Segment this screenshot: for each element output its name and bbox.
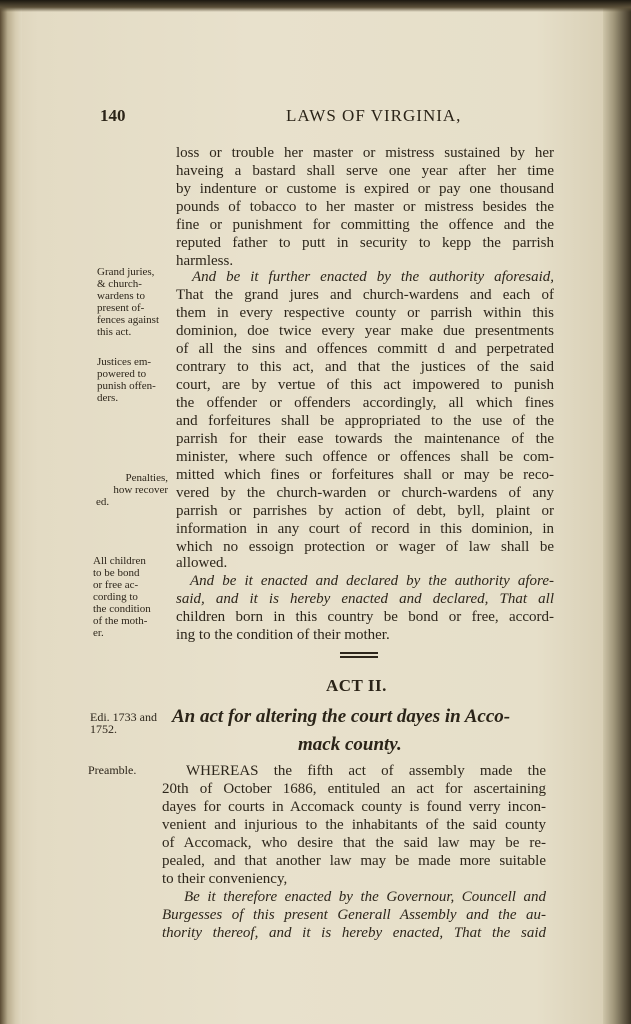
running-title: LAWS OF VIRGINIA, [286, 106, 462, 125]
body-line: fine or punishment for committing the offence and the [176, 217, 554, 233]
act-line: Be it therefore enacted by the Governour, Councell and [184, 889, 546, 905]
body-line: mitted which fines or forfeitures shall or may be reco- [176, 467, 554, 483]
body-line: minister, where such offence or offences shall be com- [176, 449, 554, 465]
margin-note-line: wardens to [97, 290, 145, 302]
margin-note-line: ed. [96, 496, 110, 508]
margin-note-line: 1752. [90, 722, 117, 736]
body-line: dominion, doe twice every year make due presentments [176, 323, 554, 339]
act-heading: ACT II. [326, 676, 387, 695]
margin-note-line: ders. [97, 392, 119, 404]
margin-note-grand-juries [97, 266, 159, 338]
margin-note-line: & church- [97, 278, 142, 290]
body-line: contrary to this act, and that the justices of the said [176, 359, 554, 375]
act-line: 20th of October 1686, entituled an act for ascertaining [162, 781, 546, 797]
body-line: harmless. [176, 253, 234, 269]
body-line: reputed father to putt in security to kepp the parrish [176, 235, 554, 251]
body-line: parrish for their ease towards the maintenance of the [176, 431, 554, 447]
book-spine [0, 0, 22, 1024]
act-line: dayes for courts in Accomack county is found verry incon- [162, 799, 546, 815]
body-line: information in any court of record in this dominion, in [176, 521, 554, 537]
margin-note-line: Grand juries, [97, 266, 155, 278]
margin-note-line: present of- [97, 302, 145, 314]
act-line: of Accomack, who desire that the said law may be re- [162, 835, 546, 851]
body-line: ing to the condition of their mother. [176, 627, 390, 643]
margin-note-line: to be bond [93, 567, 140, 579]
body-line: And be it enacted and declared by the authority afore- [190, 573, 554, 589]
act-line: pealed, and that another law may be made more suitable [162, 853, 546, 869]
act-title-line: An act for altering the court dayes in Acco- [172, 706, 511, 727]
page-number: 140 [100, 106, 126, 125]
section-rule [340, 652, 378, 654]
act-line: thority thereof, and it is hereby enacted, That the said [162, 925, 546, 941]
page-edge [603, 0, 631, 1024]
margin-note-line: er. [93, 627, 104, 639]
body-line: parrish or parrishes by action of debt, byll, plaint or [176, 503, 554, 519]
margin-note-line: Penalties, [125, 472, 168, 484]
margin-note-line: this act. [97, 326, 132, 338]
margin-note-line: or free ac- [93, 579, 139, 591]
margin-note-line: of the moth- [93, 615, 148, 627]
body-line: pounds of tobacco to her master or mistress besides the [176, 199, 554, 215]
margin-note-line: Edi. 1733 and [90, 710, 157, 724]
page-top-shadow [0, 0, 631, 12]
margin-note-penalties [96, 472, 168, 508]
margin-note-line: cording to [93, 591, 138, 603]
body-line: of all the sins and offences committ d and perpetrated [176, 341, 554, 357]
body-line: and forfeitures shall be appropriated to the use of the [176, 413, 554, 429]
act-line: WHEREAS the fifth act of assembly made the [186, 763, 546, 779]
body-line: them in every respective county or parrish within this [176, 305, 554, 321]
body-line: said, and it is hereby enacted and declared, That all [176, 591, 554, 607]
body-line: vered by the church-warden or church-wardens of any [176, 485, 554, 501]
body-line: loss or trouble her master or mistress sustained by her [176, 145, 554, 161]
act-title-line: mack county. [298, 734, 402, 755]
margin-note-justices [97, 356, 156, 404]
margin-note-line: fences against [97, 314, 159, 326]
body-line: which no essoign protection or wager of law shall be [176, 539, 554, 555]
margin-note-line: how recover [113, 484, 168, 496]
margin-note-edition [90, 711, 157, 735]
body-line: haveing a bastard shall serve one year after her time [176, 163, 554, 179]
body-line: allowed. [176, 555, 228, 571]
act-line: Burgesses of this present Generall Assembly and the au- [162, 907, 546, 923]
margin-note-line: powered to [97, 368, 147, 380]
margin-note-line: Justices em- [97, 356, 152, 368]
act-line: to their conveniency, [162, 871, 288, 887]
body-line: by indenture or custome is expired or pay one thousand [176, 181, 554, 197]
margin-note-line: All children [93, 555, 146, 567]
body-line: That the grand jures and church-wardens and each of [176, 287, 554, 303]
act-line: venient and injurious to the inhabitants of the said county [162, 817, 546, 833]
margin-note-children [93, 555, 151, 639]
margin-note-line: punish offen- [97, 380, 156, 392]
section-rule [340, 656, 378, 658]
body-line: children born in this country be bond or free, accord- [176, 609, 554, 625]
margin-note-preamble: Preamble. [88, 763, 137, 777]
margin-note-line: the condition [93, 603, 151, 615]
body-line: And be it further enacted by the authority aforesaid, [192, 269, 554, 285]
body-line: the offender or offenders accordingly, all which fines [176, 395, 554, 411]
body-line: court, are by vertue of this act impowered to punish [176, 377, 554, 393]
